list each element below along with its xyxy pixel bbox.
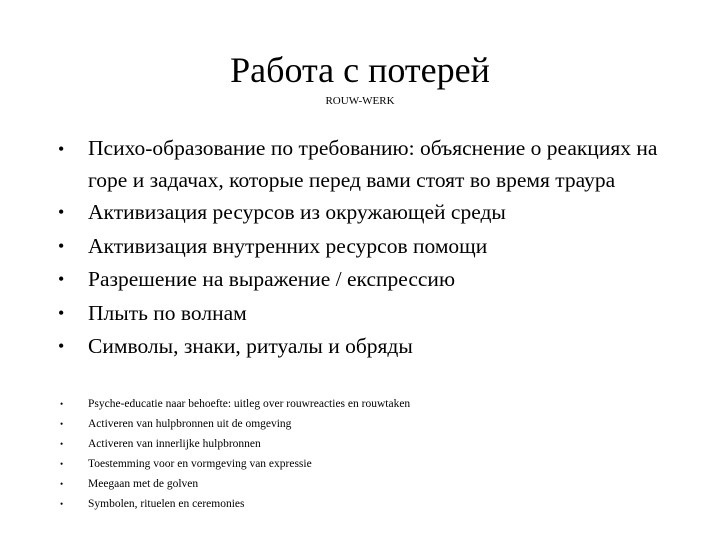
bullet-icon: • bbox=[60, 479, 64, 489]
list-item-text: Meegaan met de golven bbox=[88, 478, 199, 490]
list-item-text: Плыть по волнам bbox=[88, 300, 247, 325]
list-item bbox=[58, 394, 698, 414]
list-item bbox=[58, 230, 698, 264]
list-item-text: Активизация ресурсов из окружающей среды bbox=[88, 200, 506, 224]
list-item-text: Activeren van innerlijke hulpbronnen bbox=[88, 438, 261, 450]
bullet-icon: • bbox=[58, 235, 65, 256]
bullet-icon: • bbox=[60, 499, 64, 509]
bullet-icon: • bbox=[58, 302, 65, 323]
bullet-icon: • bbox=[58, 202, 65, 222]
list-item-text: Symbolen, rituelen en ceremonies bbox=[88, 498, 245, 510]
list-item bbox=[58, 414, 698, 434]
main-bullet-list bbox=[58, 133, 698, 364]
list-item-text: Психо-образование по требованию: объяснение о реакциях на горе и задачах, которые перед вами стоят во время траура bbox=[88, 136, 658, 192]
list-item-text: Разрешение на выражение / експрессию bbox=[88, 267, 456, 291]
bullet-icon: • bbox=[60, 439, 64, 449]
list-item bbox=[58, 196, 698, 230]
bullet-icon: • bbox=[60, 419, 64, 429]
bullet-icon: • bbox=[58, 269, 65, 289]
list-item-text: Psyche-educatie naar behoefte: uitleg over rouwreacties en rouwtaken bbox=[88, 398, 411, 410]
list-item bbox=[58, 263, 698, 297]
bullet-icon: • bbox=[58, 336, 65, 356]
list-item bbox=[58, 454, 698, 474]
list-item-text: Символы, знаки, ритуалы и обряды bbox=[88, 334, 413, 358]
list-item bbox=[58, 474, 698, 494]
bullet-icon: • bbox=[60, 399, 64, 409]
list-item-text: Activeren van hulpbronnen uit de omgeving bbox=[88, 418, 292, 430]
list-item bbox=[58, 494, 698, 514]
bullet-icon: • bbox=[60, 459, 64, 469]
list-item-text: Toestemming voor en vormgeving van expressie bbox=[88, 458, 312, 470]
slide-subtitle: ROUW-WERK bbox=[325, 95, 395, 107]
bullet-icon: • bbox=[58, 139, 65, 159]
list-item bbox=[58, 297, 698, 331]
slide-title: Работа с потерей bbox=[230, 50, 490, 90]
list-item-text: Активизация внутренних ресурсов помощи bbox=[88, 233, 488, 258]
list-item bbox=[58, 434, 698, 454]
list-item bbox=[58, 330, 698, 364]
secondary-bullet-list bbox=[58, 394, 698, 514]
list-item bbox=[58, 133, 698, 196]
